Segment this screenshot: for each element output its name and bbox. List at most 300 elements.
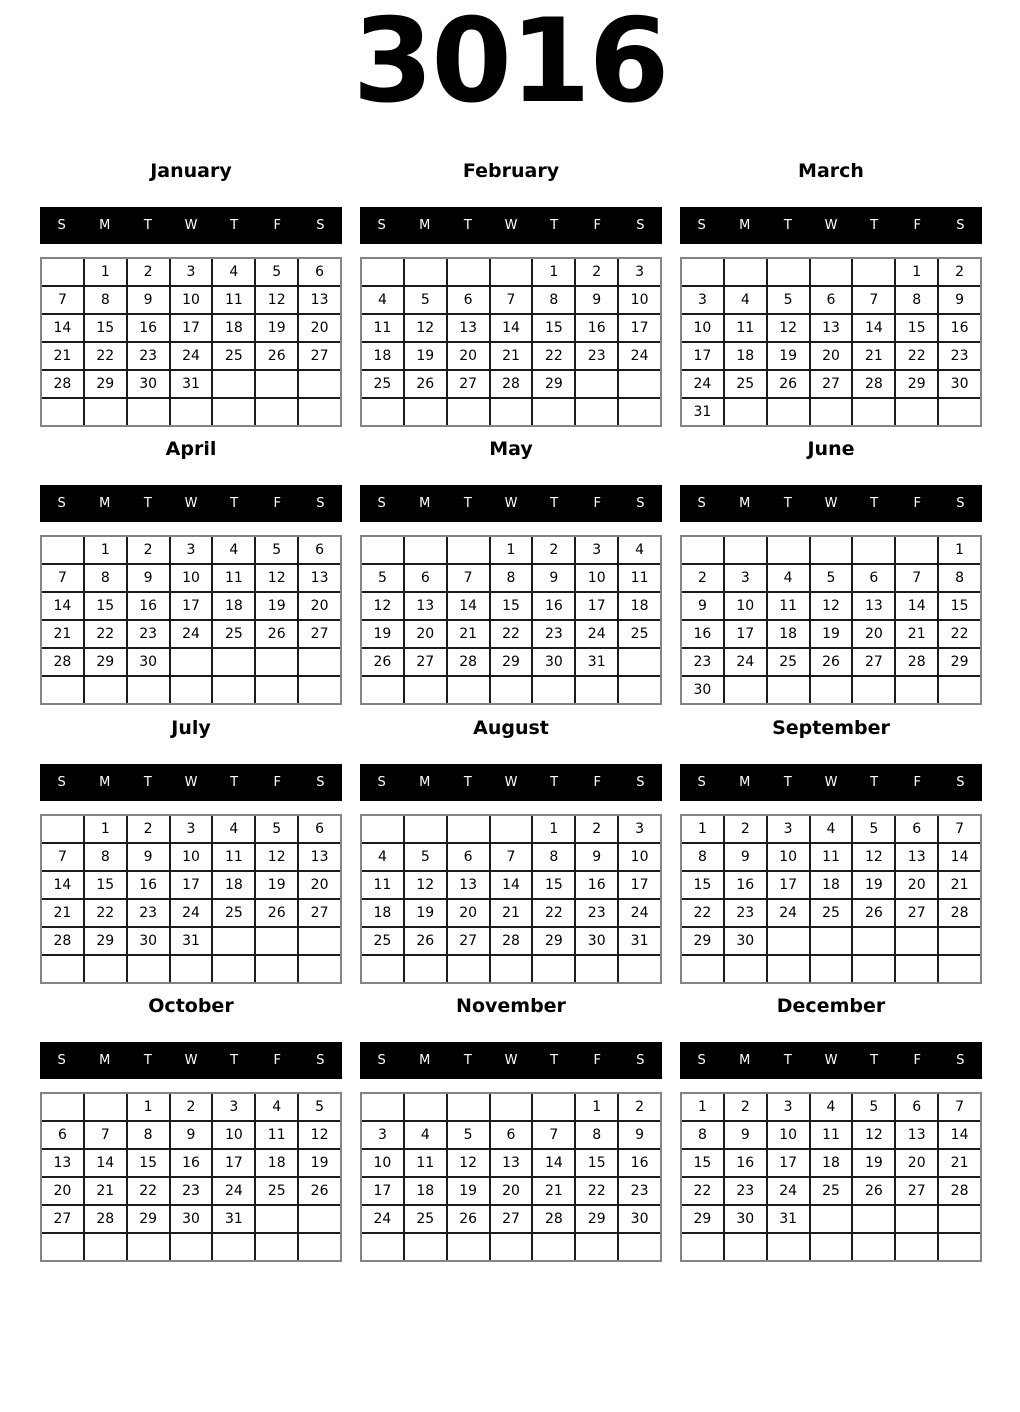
day-cell: 27 (42, 1206, 83, 1232)
day-cell: 16 (725, 1150, 766, 1176)
day-cell: 17 (619, 872, 660, 898)
day-cell: 12 (362, 593, 403, 619)
day-cell: 28 (42, 371, 83, 397)
weekday-label: F (913, 775, 922, 790)
weekday-label: T (143, 218, 152, 233)
weekday-label: S (57, 1053, 66, 1068)
day-cell-empty (299, 1234, 340, 1260)
day-cell: 3 (171, 816, 212, 842)
day-cell-empty (299, 928, 340, 954)
day-cell: 5 (362, 565, 403, 591)
day-cell: 24 (768, 900, 809, 926)
day-cell: 10 (213, 1122, 254, 1148)
day-cell: 21 (896, 621, 937, 647)
day-cell: 1 (939, 537, 980, 563)
day-cell-empty (619, 649, 660, 675)
day-cell: 9 (725, 1122, 766, 1148)
day-cell: 12 (299, 1122, 340, 1148)
day-cell: 27 (853, 649, 894, 675)
weekday-label: T (550, 218, 559, 233)
day-cell: 24 (213, 1178, 254, 1204)
day-cell: 23 (619, 1178, 660, 1204)
day-cell: 22 (85, 343, 126, 369)
day-cell: 14 (85, 1150, 126, 1176)
weekday-label: M (99, 496, 111, 511)
weekday-label: T (463, 218, 472, 233)
weekday-label: W (184, 496, 198, 511)
day-cell: 26 (405, 371, 446, 397)
weekday-label: W (824, 496, 838, 511)
day-cell-empty (448, 399, 489, 425)
day-cell: 22 (491, 621, 532, 647)
day-cell: 6 (811, 287, 852, 313)
month-title: September (772, 717, 890, 739)
day-cell: 21 (448, 621, 489, 647)
day-cell: 7 (448, 565, 489, 591)
day-cell: 20 (448, 900, 489, 926)
day-cell-empty (768, 399, 809, 425)
day-cell: 21 (491, 343, 532, 369)
day-cell-empty (533, 399, 574, 425)
day-cell: 25 (213, 343, 254, 369)
day-cell: 23 (533, 621, 574, 647)
weekday-label: W (504, 775, 518, 790)
day-cell: 1 (533, 259, 574, 285)
day-cell: 3 (362, 1122, 403, 1148)
day-cell: 26 (853, 1178, 894, 1204)
day-cell: 19 (448, 1178, 489, 1204)
weekday-label: T (870, 218, 879, 233)
day-cell-empty (682, 537, 723, 563)
day-cell-empty (362, 1094, 403, 1120)
month-january (40, 158, 342, 427)
day-cell-empty (405, 1234, 446, 1260)
day-cell: 8 (491, 565, 532, 591)
day-cell-empty (42, 677, 83, 703)
day-cell: 1 (85, 259, 126, 285)
day-cell: 7 (491, 287, 532, 313)
month-day-grid (360, 535, 662, 705)
day-cell: 7 (42, 844, 83, 870)
month-day-grid (680, 1092, 982, 1262)
day-cell: 9 (171, 1122, 212, 1148)
day-cell: 24 (576, 621, 617, 647)
day-cell: 3 (619, 816, 660, 842)
day-cell: 18 (768, 621, 809, 647)
day-cell: 31 (171, 928, 212, 954)
month-december (680, 993, 982, 1262)
day-cell: 15 (682, 872, 723, 898)
month-november (360, 993, 662, 1262)
day-cell: 26 (405, 928, 446, 954)
month-title: March (798, 160, 864, 182)
day-cell-empty (256, 649, 297, 675)
day-cell: 29 (896, 371, 937, 397)
day-cell: 21 (939, 872, 980, 898)
weekday-header-row (40, 207, 342, 244)
day-cell: 8 (85, 565, 126, 591)
day-cell: 17 (768, 1150, 809, 1176)
weekday-header-row (40, 485, 342, 522)
day-cell: 25 (362, 928, 403, 954)
weekday-label: S (316, 775, 325, 790)
day-cell: 31 (576, 649, 617, 675)
day-cell: 1 (85, 537, 126, 563)
day-cell-empty (619, 956, 660, 982)
day-cell: 28 (491, 371, 532, 397)
day-cell-empty (896, 537, 937, 563)
day-cell-empty (939, 1206, 980, 1232)
day-cell: 24 (362, 1206, 403, 1232)
day-cell: 28 (42, 649, 83, 675)
day-cell: 13 (896, 1122, 937, 1148)
month-day-grid (40, 1092, 342, 1262)
weekday-label: T (230, 775, 239, 790)
day-cell-empty (448, 677, 489, 703)
day-cell: 18 (213, 593, 254, 619)
day-cell: 12 (448, 1150, 489, 1176)
day-cell-empty (533, 1094, 574, 1120)
day-cell: 25 (256, 1178, 297, 1204)
day-cell: 11 (213, 844, 254, 870)
weekday-label: M (99, 218, 111, 233)
day-cell: 2 (171, 1094, 212, 1120)
day-cell: 11 (362, 315, 403, 341)
day-cell: 19 (405, 900, 446, 926)
weekday-label: S (316, 1053, 325, 1068)
day-cell: 12 (811, 593, 852, 619)
day-cell: 13 (853, 593, 894, 619)
month-title: February (462, 160, 560, 182)
day-cell: 13 (405, 593, 446, 619)
day-cell: 15 (85, 593, 126, 619)
day-cell: 3 (768, 1094, 809, 1120)
weekday-label: T (463, 496, 472, 511)
day-cell: 21 (42, 900, 83, 926)
day-cell: 7 (85, 1122, 126, 1148)
month-march (680, 158, 982, 427)
day-cell-empty (362, 537, 403, 563)
day-cell-empty (939, 1234, 980, 1260)
day-cell: 12 (853, 1122, 894, 1148)
weekday-label: S (377, 1053, 386, 1068)
weekday-label: W (504, 1053, 518, 1068)
day-cell: 9 (128, 565, 169, 591)
day-cell-empty (853, 399, 894, 425)
weekday-label: S (956, 1053, 965, 1068)
weekday-label: F (593, 218, 602, 233)
day-cell-empty (811, 928, 852, 954)
day-cell: 26 (256, 900, 297, 926)
weekday-label: T (783, 1053, 792, 1068)
day-cell-empty (42, 259, 83, 285)
day-cell: 27 (448, 928, 489, 954)
day-cell: 2 (939, 259, 980, 285)
day-cell: 30 (128, 371, 169, 397)
day-cell-empty (811, 537, 852, 563)
weekday-label: M (739, 775, 751, 790)
month-title: August (473, 717, 549, 739)
day-cell: 6 (42, 1122, 83, 1148)
day-cell: 11 (362, 872, 403, 898)
day-cell: 8 (85, 844, 126, 870)
day-cell: 26 (448, 1206, 489, 1232)
day-cell-empty (682, 259, 723, 285)
day-cell: 25 (768, 649, 809, 675)
day-cell-empty (448, 1094, 489, 1120)
weekday-header-row (40, 764, 342, 801)
day-cell: 21 (939, 1150, 980, 1176)
weekday-label: S (377, 218, 386, 233)
weekday-label: F (273, 775, 282, 790)
day-cell: 8 (533, 287, 574, 313)
weekday-header-row (40, 1042, 342, 1079)
day-cell: 2 (576, 259, 617, 285)
day-cell-empty (725, 537, 766, 563)
day-cell: 11 (213, 565, 254, 591)
weekday-label: F (593, 496, 602, 511)
day-cell: 21 (42, 621, 83, 647)
day-cell: 30 (576, 928, 617, 954)
day-cell: 17 (619, 315, 660, 341)
day-cell-empty (362, 677, 403, 703)
day-cell-empty (213, 1234, 254, 1260)
day-cell-empty (362, 816, 403, 842)
day-cell: 13 (811, 315, 852, 341)
day-cell: 3 (682, 287, 723, 313)
day-cell-empty (448, 956, 489, 982)
month-day-grid (360, 1092, 662, 1262)
weekday-label: W (504, 218, 518, 233)
day-cell: 13 (491, 1150, 532, 1176)
weekday-label: T (870, 1053, 879, 1068)
day-cell: 3 (619, 259, 660, 285)
day-cell: 1 (896, 259, 937, 285)
day-cell: 23 (171, 1178, 212, 1204)
month-february (360, 158, 662, 427)
day-cell: 6 (853, 565, 894, 591)
weekday-header-row (680, 1042, 982, 1079)
day-cell-empty (85, 1094, 126, 1120)
day-cell: 12 (853, 844, 894, 870)
day-cell: 4 (362, 844, 403, 870)
day-cell: 17 (682, 343, 723, 369)
month-day-grid (680, 535, 982, 705)
day-cell: 1 (682, 816, 723, 842)
weekday-label: T (783, 496, 792, 511)
day-cell: 29 (576, 1206, 617, 1232)
day-cell-empty (42, 1094, 83, 1120)
day-cell: 28 (448, 649, 489, 675)
day-cell: 10 (576, 565, 617, 591)
day-cell: 21 (85, 1178, 126, 1204)
day-cell: 4 (811, 816, 852, 842)
day-cell: 5 (256, 537, 297, 563)
day-cell: 6 (448, 844, 489, 870)
day-cell: 10 (768, 1122, 809, 1148)
weekday-label: S (697, 218, 706, 233)
weekday-header-row (680, 485, 982, 522)
day-cell-empty (491, 677, 532, 703)
day-cell: 25 (405, 1206, 446, 1232)
day-cell-empty (811, 956, 852, 982)
day-cell: 4 (768, 565, 809, 591)
month-day-grid (40, 535, 342, 705)
day-cell-empty (256, 677, 297, 703)
day-cell: 8 (576, 1122, 617, 1148)
day-cell: 17 (171, 593, 212, 619)
day-cell: 10 (619, 287, 660, 313)
day-cell: 28 (939, 900, 980, 926)
day-cell: 15 (85, 872, 126, 898)
weekday-label: T (230, 496, 239, 511)
day-cell: 9 (576, 844, 617, 870)
day-cell: 25 (619, 621, 660, 647)
day-cell: 1 (491, 537, 532, 563)
day-cell-empty (491, 816, 532, 842)
day-cell: 27 (299, 900, 340, 926)
day-cell-empty (811, 259, 852, 285)
day-cell-empty (171, 399, 212, 425)
day-cell-empty (896, 1234, 937, 1260)
day-cell: 11 (811, 844, 852, 870)
day-cell: 23 (576, 343, 617, 369)
day-cell-empty (448, 537, 489, 563)
day-cell: 12 (256, 287, 297, 313)
day-cell: 19 (299, 1150, 340, 1176)
day-cell: 3 (768, 816, 809, 842)
day-cell-empty (491, 1234, 532, 1260)
day-cell: 24 (619, 343, 660, 369)
day-cell-empty (362, 1234, 403, 1260)
day-cell-empty (128, 1234, 169, 1260)
day-cell: 17 (362, 1178, 403, 1204)
day-cell: 11 (811, 1122, 852, 1148)
day-cell: 26 (853, 900, 894, 926)
day-cell-empty (256, 1206, 297, 1232)
weekday-label: M (99, 1053, 111, 1068)
day-cell: 7 (896, 565, 937, 591)
day-cell: 15 (533, 315, 574, 341)
day-cell-empty (491, 399, 532, 425)
month-day-grid (360, 257, 662, 427)
day-cell: 31 (213, 1206, 254, 1232)
day-cell: 2 (128, 537, 169, 563)
day-cell: 3 (171, 259, 212, 285)
weekday-label: S (57, 775, 66, 790)
day-cell: 9 (939, 287, 980, 313)
day-cell: 26 (256, 621, 297, 647)
day-cell: 26 (256, 343, 297, 369)
day-cell-empty (299, 1206, 340, 1232)
day-cell: 21 (533, 1178, 574, 1204)
day-cell-empty (256, 956, 297, 982)
day-cell-empty (725, 1234, 766, 1260)
day-cell: 5 (256, 259, 297, 285)
day-cell: 4 (256, 1094, 297, 1120)
day-cell: 11 (768, 593, 809, 619)
day-cell: 7 (939, 816, 980, 842)
weekday-label: T (143, 496, 152, 511)
day-cell: 18 (362, 343, 403, 369)
day-cell-empty (682, 956, 723, 982)
day-cell: 18 (256, 1150, 297, 1176)
day-cell-empty (213, 649, 254, 675)
day-cell: 12 (405, 315, 446, 341)
day-cell: 6 (299, 537, 340, 563)
day-cell: 30 (128, 928, 169, 954)
day-cell-empty (85, 399, 126, 425)
day-cell: 23 (128, 621, 169, 647)
day-cell-empty (811, 1234, 852, 1260)
month-title: January (150, 160, 232, 182)
day-cell: 19 (256, 315, 297, 341)
day-cell-empty (725, 677, 766, 703)
day-cell: 22 (576, 1178, 617, 1204)
weekday-label: S (956, 496, 965, 511)
day-cell: 18 (725, 343, 766, 369)
day-cell: 10 (171, 287, 212, 313)
day-cell: 16 (576, 315, 617, 341)
month-october (40, 993, 342, 1262)
day-cell: 26 (299, 1178, 340, 1204)
weekday-label: T (783, 218, 792, 233)
day-cell-empty (768, 956, 809, 982)
weekday-label: F (273, 496, 282, 511)
day-cell-empty (42, 1234, 83, 1260)
day-cell: 24 (725, 649, 766, 675)
day-cell-empty (299, 677, 340, 703)
day-cell-empty (256, 928, 297, 954)
day-cell-empty (128, 956, 169, 982)
day-cell: 24 (171, 621, 212, 647)
day-cell: 30 (171, 1206, 212, 1232)
weekday-label: W (184, 1053, 198, 1068)
day-cell: 6 (896, 816, 937, 842)
day-cell: 22 (533, 343, 574, 369)
day-cell-empty (768, 537, 809, 563)
day-cell: 31 (768, 1206, 809, 1232)
day-cell: 29 (85, 371, 126, 397)
day-cell: 18 (213, 315, 254, 341)
day-cell: 25 (811, 1178, 852, 1204)
day-cell: 5 (768, 287, 809, 313)
month-september (680, 715, 982, 984)
day-cell: 8 (896, 287, 937, 313)
month-title: April (165, 438, 217, 460)
weekday-label: S (316, 218, 325, 233)
day-cell-empty (768, 677, 809, 703)
weekday-label: S (636, 775, 645, 790)
day-cell: 11 (619, 565, 660, 591)
day-cell-empty (42, 537, 83, 563)
day-cell: 10 (682, 315, 723, 341)
day-cell: 27 (896, 1178, 937, 1204)
day-cell: 12 (768, 315, 809, 341)
day-cell: 5 (405, 287, 446, 313)
day-cell: 5 (853, 816, 894, 842)
day-cell: 19 (405, 343, 446, 369)
day-cell-empty (811, 1206, 852, 1232)
day-cell: 8 (85, 287, 126, 313)
day-cell: 31 (682, 399, 723, 425)
day-cell: 19 (768, 343, 809, 369)
day-cell: 5 (256, 816, 297, 842)
weekday-label: M (419, 775, 431, 790)
weekday-label: T (230, 218, 239, 233)
day-cell: 9 (576, 287, 617, 313)
day-cell: 27 (299, 621, 340, 647)
